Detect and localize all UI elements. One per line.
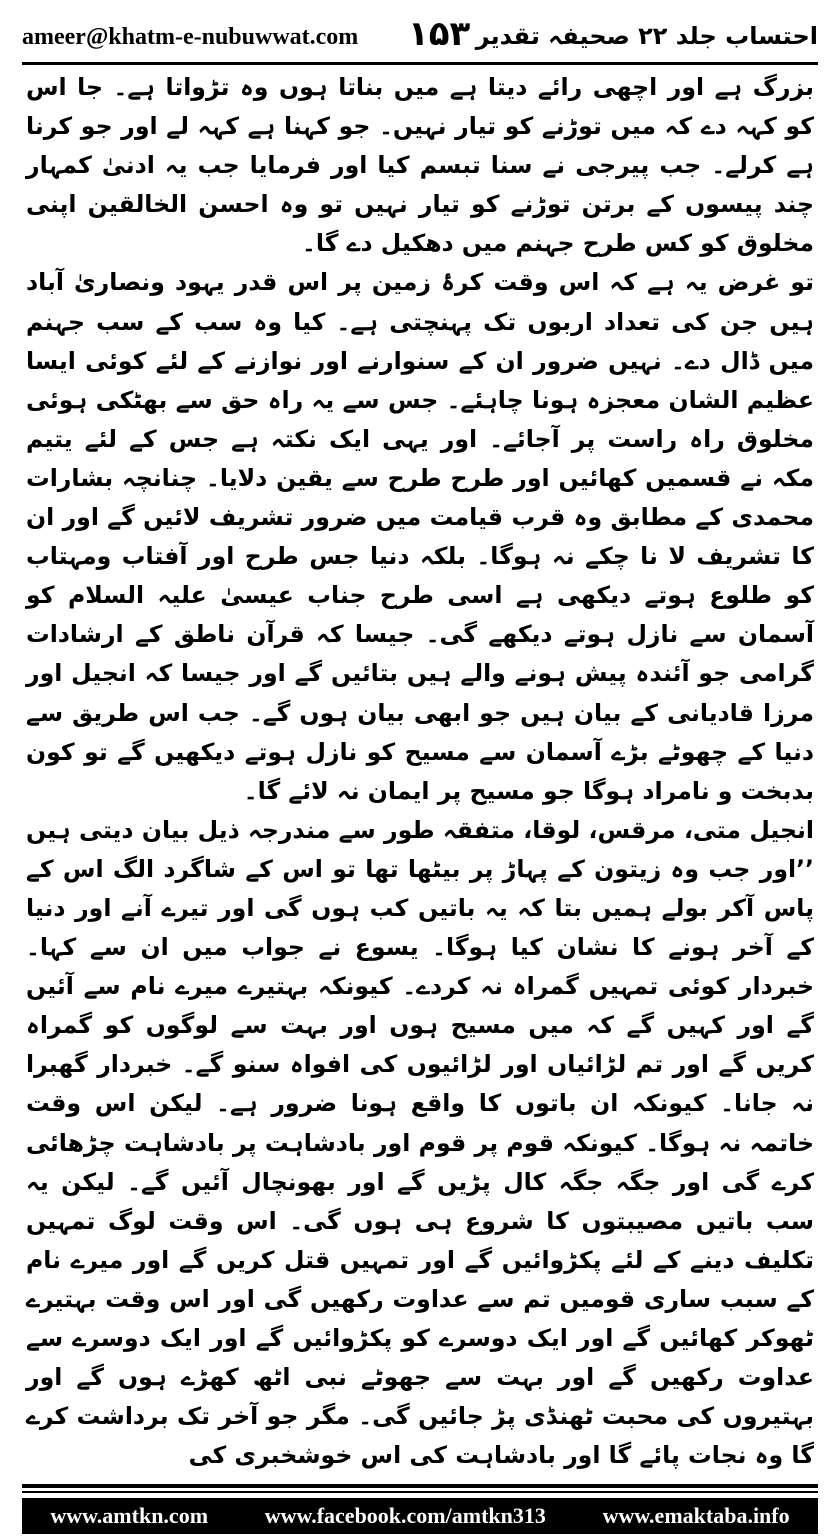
footer-link-emaktaba[interactable]: www.emaktaba.info	[602, 1503, 790, 1528]
footer-bar	[22, 1498, 818, 1534]
footer-divider-thin	[22, 1491, 818, 1493]
paragraph-3: انجیل متی، مرقس، لوقا، متفقہ طور سے مندرجہ ذیل بیان دیتی ہیں ’’اور جب وہ زیتون کے پہاڑ پر بیٹھا تھا تو اس کے شاگرد الگ اس کے پاس آکر بولے ہمیں بتا کہ یہ باتیں کب ہوں گی اور تیرے آنے اور دنیا کے آخر ہونے کا نشان کیا ہوگا۔ یسوع نے جواب میں ان سے کہا۔ خبردار کوئی تمہیں گمراہ نہ کردے۔ کیونکہ بہتیرے میرے نام سے آئیں گے اور کہیں گے کہ میں مسیح ہوں اور بہت سے لوگوں کو گمراہ کریں گے اور تم لڑائیاں اور لڑائیوں کی افواہ سنو گے۔ خبردار گھبرا نہ جانا۔ کیونکہ ان باتوں کا واقع ہونا ضرور ہے۔ لیکن اس وقت خاتمہ نہ ہوگا۔ کیونکہ قوم پر قوم اور بادشاہت پر بادشاہت چڑھائی کرے گی اور جگہ جگہ کال پڑیں گے اور بھونچال آئیں گے۔ لیکن یہ سب باتیں مصیبتوں کا شروع ہی ہوں گی۔ اس وقت لوگ تمہیں تکلیف دینے کے لئے پکڑوائیں گے اور تمہیں قتل کریں گے اور میرے نام کے سبب ساری قومیں تم سے عداوت رکھیں گی اور اس وقت بہتیرے ٹھوکر کھائیں گے اور ایک دوسرے کو پکڑوائیں گے اور ایک دوسرے سے عداوت رکھیں گے اور بہت سے جھوٹے نبی اٹھ کھڑے ہوں گے اور بہتیروں کی محبت ٹھنڈی پڑ جائیں گی۔ مگر جو آخر تک برداشت کرے گا وہ نجات پائے گا اور بادشاہت کی اس خوشخبری کی	[26, 815, 814, 1470]
paragraph-2: تو غرض یہ ہے کہ اس وقت کرۂ زمین پر اس قدر یہود ونصاریٰ آباد ہیں جن کی تعداد اربوں تک پہنچتی ہے۔ کیا وہ سب کے سب جہنم میں ڈال دے۔ نہیں ضرور ان کے سنوارنے اور نوازنے کے لئے کوئی ایسا عظیم الشان معجزہ ہونا چاہئے۔ جس سے یہ راہ حق سے بھٹکی ہوئی مخلوق راہ راست پر آجائے۔ اور یہی ایک نکتہ ہے جس کے لئے یتیم مکہ نے قسمیں کھائیں اور طرح طرح سے یقین دلایا۔ چنانچہ بشارات محمدی کے مطابق وہ قرب قیامت میں ضرور تشریف لائیں گے اور ان کا تشریف لا نا چکے نہ ہوگا۔ بلکہ دنیا جس طرح اور آفتاب ومہتاب کو طلوع ہوتے دیکھی ہے اسی طرح جناب عیسیٰ علیہ السلام کو آسمان سے نازل ہوتے دیکھے گی۔ جیسا کہ قرآن ناطق کے ارشادات گرامی جو آئندہ پیش ہونے والے ہیں بتائیں گے اور جیسا کہ انجیل اور مرزا قادیانی کے بیان ہیں جو ابھی بیان ہوں گے۔ جب اس طریق سے دنیا کے چھوٹے بڑے آسمان سے مسیح کو نازل ہوتے دیکھیں گے تو کون بدبخت و نامراد ہوگا جو مسیح پر ایمان نہ لائے گا۔	[26, 268, 814, 805]
book-title: احتساب جلد ۲۲ صحیفہ تقدیر	[475, 22, 818, 50]
header-divider	[22, 62, 818, 65]
paragraph-1: بزرگ ہے اور اچھی رائے دیتا ہے میں بناتا ہوں وہ تڑواتا ہے۔ جا اس کو کہہ دے کہ میں توڑنے کو تیار نہیں۔ جو کہنا ہے کہہ لے اور جو کرنا ہے کرلے۔ جب پیرجی نے سنا تبسم کیا اور فرمایا جب یہ ادنیٰ کمہار چند پیسوں کے برتن توڑنے کو تیار نہیں تو وہ احسن الخالقین اپنی مخلوق کو کس طرح جہنم میں دھکیل دے گا۔	[26, 73, 814, 258]
footer-divider-thick	[22, 1484, 818, 1488]
page-body	[26, 68, 814, 1475]
page-header	[22, 10, 818, 66]
footer-link-facebook[interactable]: www.facebook.com/amtkn313	[264, 1503, 546, 1528]
page-number: ۱۵۳	[408, 14, 471, 54]
footer-link-amtkn[interactable]: www.amtkn.com	[50, 1503, 209, 1528]
header-email: ameer@khatm-e-nubuwwat.com	[22, 24, 359, 50]
